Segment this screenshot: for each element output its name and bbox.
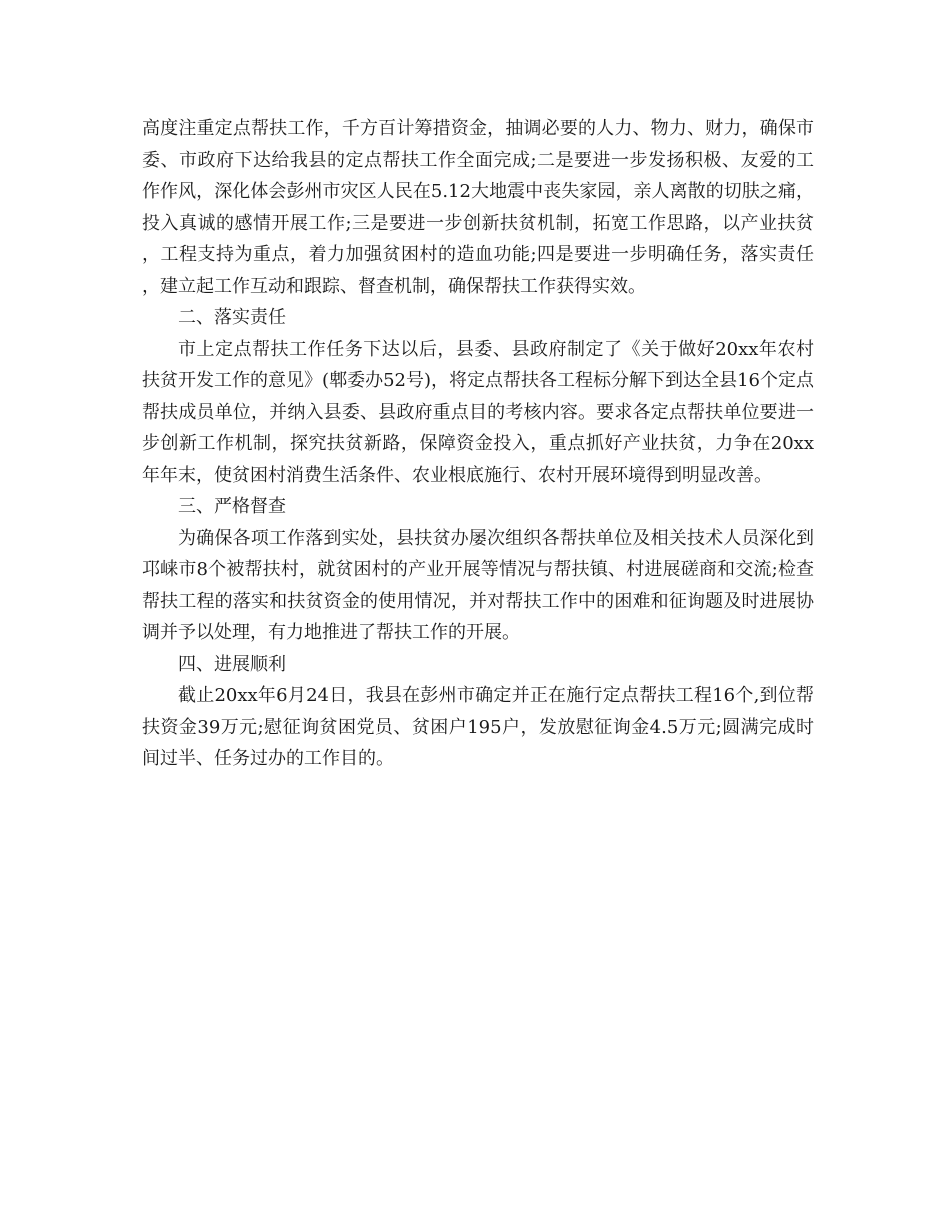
document-page [142,113,814,775]
section-heading-strict-supervision: 三、严格督查 [178,496,286,517]
paragraph-responsibility: 市上定点帮扶工作任务下达以后，县委、县政府制定了《关于做好20xx年农村扶贫开发工作的意见》(郫委办52号)，将定点帮扶各工程标分解下到达全县16个定点帮扶成员单位，并纳入县委、县政府重点目的考核内容。要求各定点帮扶单位要进一步创新工作机制，探究扶贫新路，保障资金投入，重点抓好产业扶贫，力争在20xx年年末，使贫困村消费生活条件、农业根底施行、农村开展环境得到明显改善。 [142,338,814,486]
paragraph-continuation: 高度注重定点帮扶工作，千方百计筹措资金，抽调必要的人力、物力、财力，确保市委、市政府下达给我县的定点帮扶工作全面完成;二是要进一步发扬积极、友爱的工作作风，深化体会彭州市灾区人民在5.12大地震中丧失家园，亲人离散的切肤之痛，投入真诚的感情开展工作;三是要进一步创新扶贫机制，拓宽工作思路，以产业扶贫，工程支持为重点，着力加强贫困村的造血功能;四是要进一步明确任务，落实责任，建立起工作互动和跟踪、督查机制，确保帮扶工作获得实效。 [142,118,814,297]
paragraph-supervision: 为确保各项工作落到实处，县扶贫办屡次组织各帮扶单位及相关技术人员深化到邛崃市8个被帮扶村，就贫困村的产业开展等情况与帮扶镇、村进展磋商和交流;检查帮扶工程的落实和扶贫资金的使用情况，并对帮扶工作中的困难和征询题及时进展协调并予以处理，有力地推进了帮扶工作的开展。 [142,527,814,643]
section-heading-progress: 四、进展顺利 [178,653,286,675]
section-heading-implement-responsibility: 二、落实责任 [178,307,286,328]
paragraph-progress: 截止20xx年6月24日，我县在彭州市确定并正在施行定点帮扶工程16个,到位帮扶资金39万元;慰征询贫困党员、贫困户195户，发放慰征询金4.5万元;圆满完成时间过半、任务过办的工作目的。 [142,685,814,769]
